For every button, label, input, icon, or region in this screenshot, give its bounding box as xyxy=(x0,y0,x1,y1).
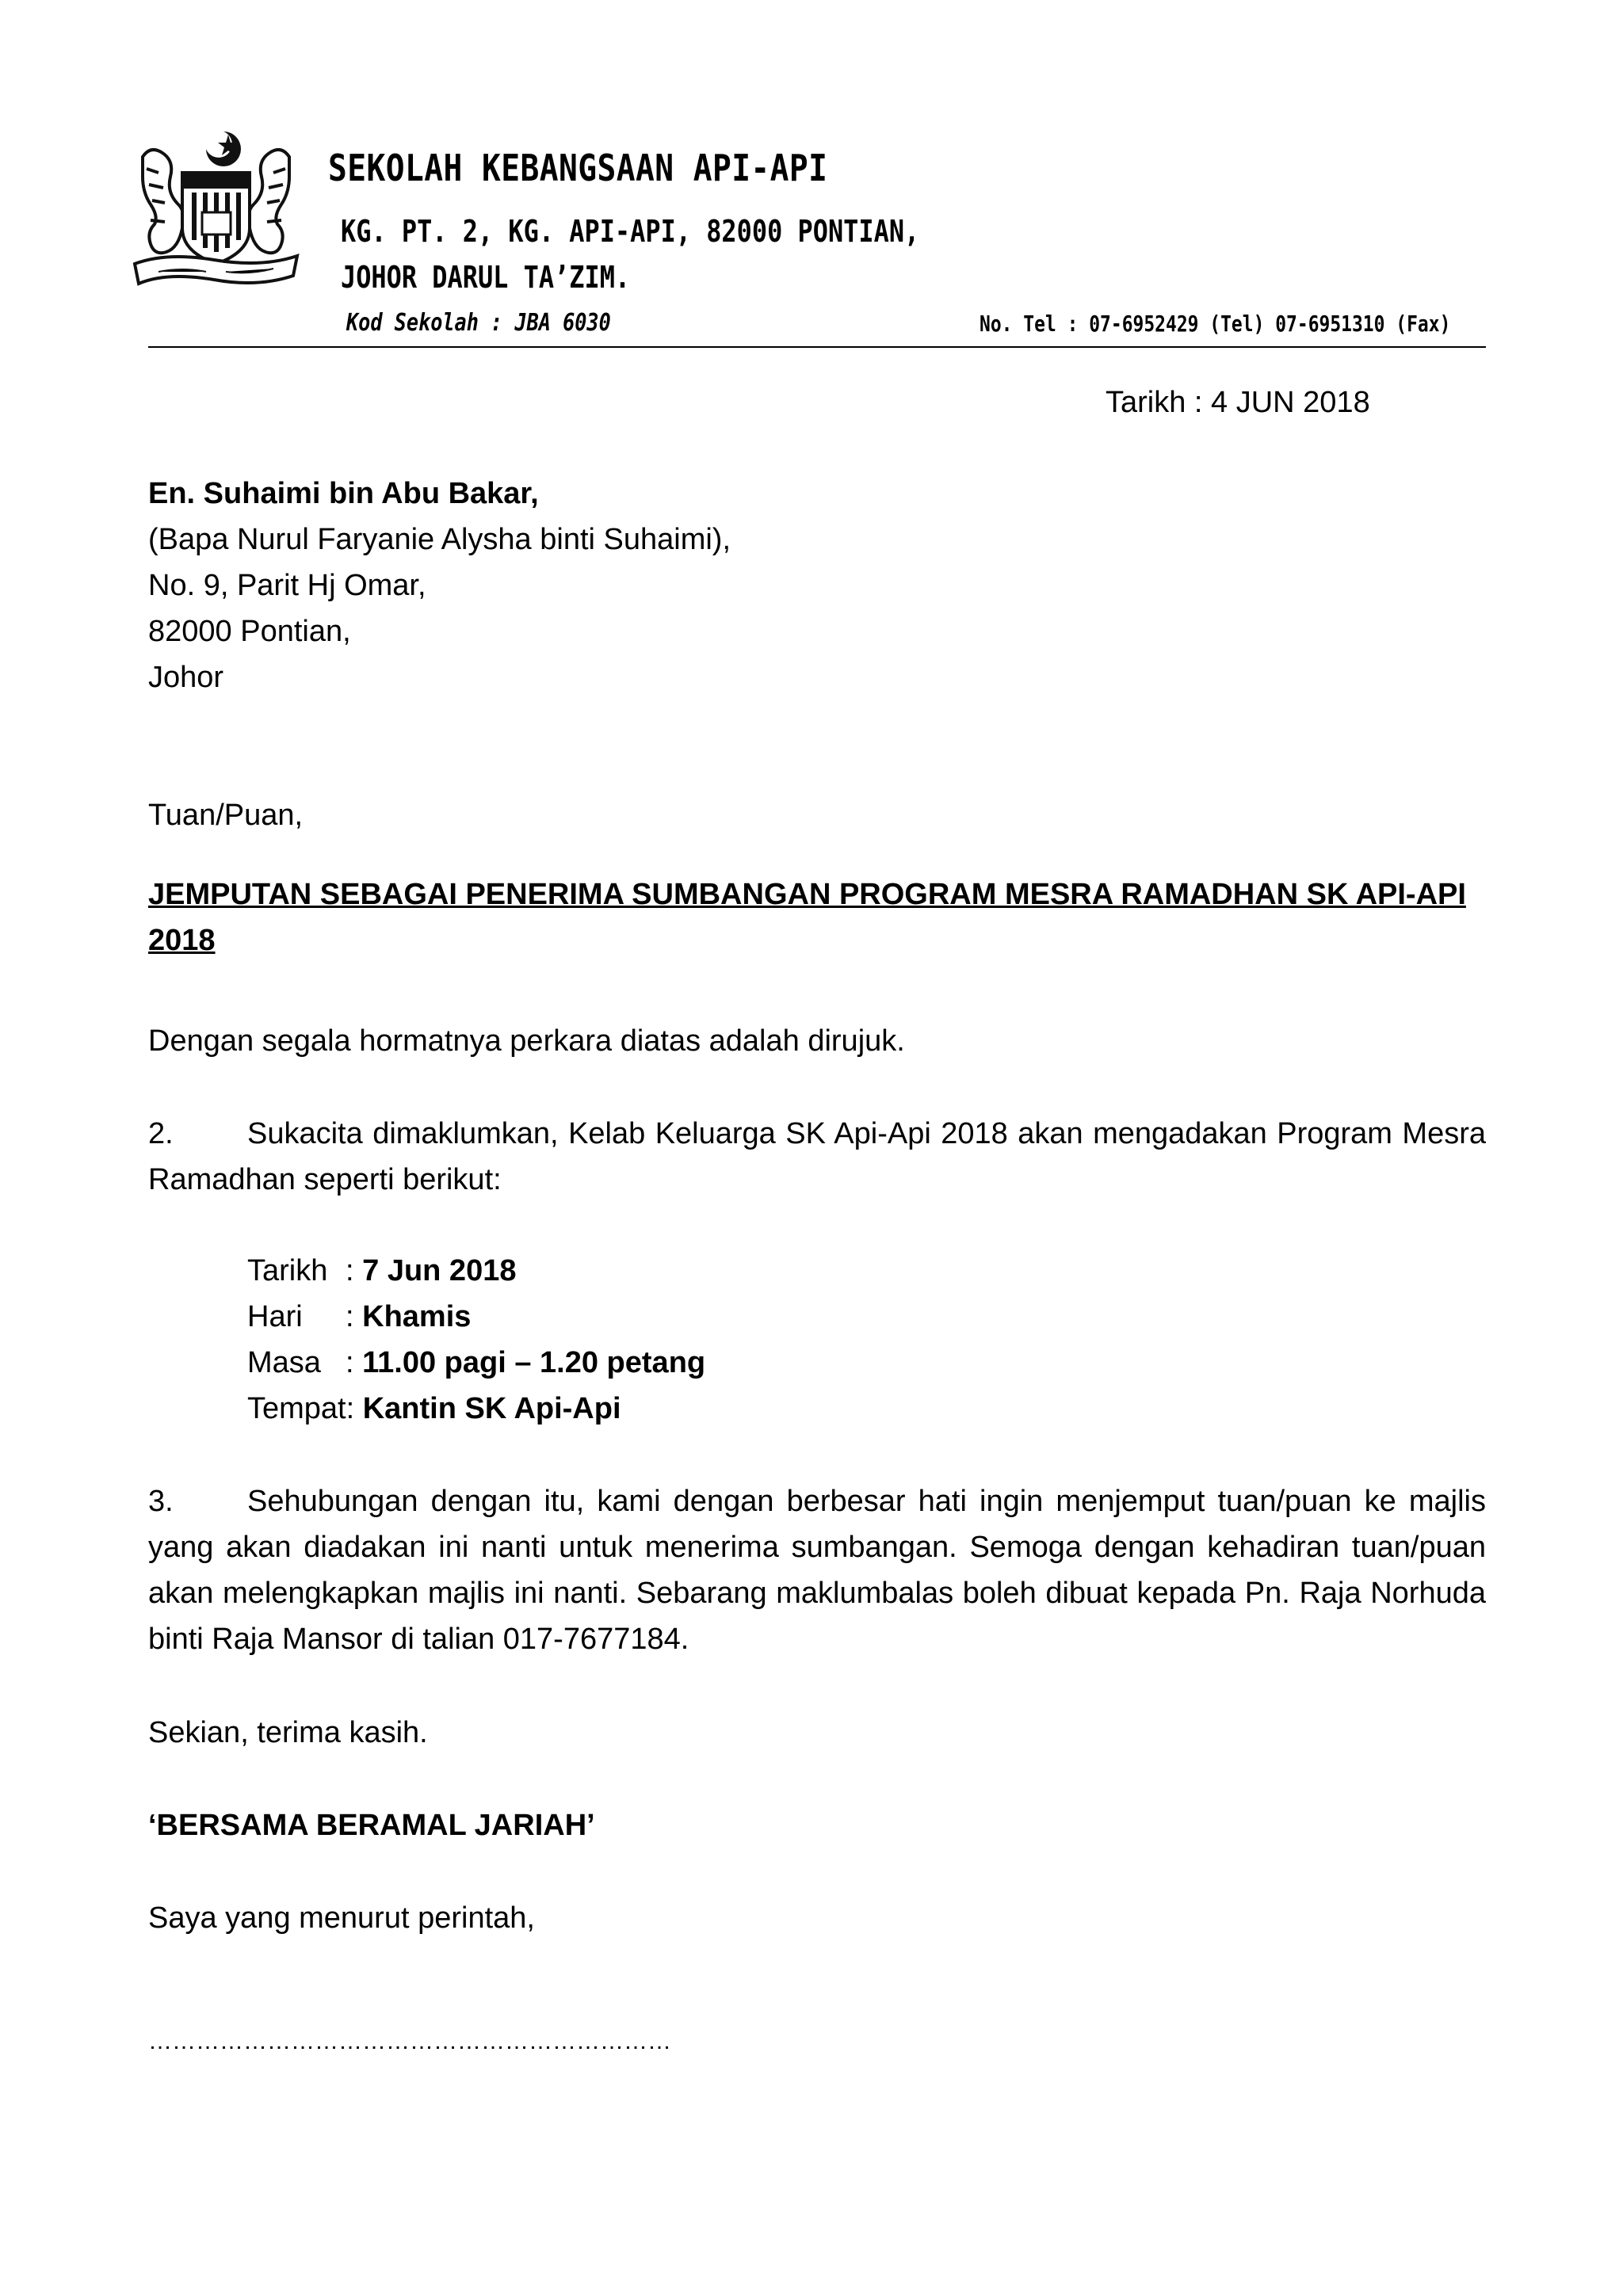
recipient-line: No. 9, Parit Hj Omar, xyxy=(148,569,426,602)
school-code: Kod Sekolah : JBA 6030 xyxy=(346,309,611,337)
paragraph-number: 2. xyxy=(148,1117,174,1150)
detail-value: Kantin SK Api-Api xyxy=(362,1392,621,1425)
detail-row-day: Hari : Khamis xyxy=(247,1294,705,1340)
school-address-line1: KG. PT. 2, KG. API-API, 82000 PONTIAN, xyxy=(341,214,920,249)
recipient-line: 82000 Pontian, xyxy=(148,615,351,648)
letter-subject: JEMPUTAN SEBAGAI PENERIMA SUMBANGAN PROGRAM MESRA RAMADHAN SK API-API 2018 xyxy=(148,878,1466,957)
detail-label: Tempat: xyxy=(247,1392,355,1425)
motto: ‘BERSAMA BERAMAL JARIAH’ xyxy=(148,1809,595,1842)
signature-line: ………………………………………………………… xyxy=(148,2028,671,2054)
letter-date: Tarikh : 4 JUN 2018 xyxy=(1106,386,1370,419)
recipient-line: Johor xyxy=(148,661,224,694)
recipient-address xyxy=(148,471,731,700)
recipient-name: En. Suhaimi bin Abu Bakar, xyxy=(148,477,539,510)
detail-value: 7 Jun 2018 xyxy=(362,1254,517,1287)
paragraph-3 xyxy=(148,1478,1486,1662)
malaysia-coat-of-arms-icon xyxy=(127,125,305,296)
detail-value: 11.00 pagi – 1.20 petang xyxy=(362,1346,706,1379)
detail-row-place xyxy=(247,1386,705,1432)
detail-label: Tarikh xyxy=(247,1254,328,1287)
event-details xyxy=(247,1248,705,1432)
recipient-line: (Bapa Nurul Faryanie Alysha binti Suhaimi), xyxy=(148,523,731,556)
closing-remark: Sekian, terima kasih. xyxy=(148,1716,428,1749)
detail-value: Khamis xyxy=(362,1300,472,1333)
paragraph-1: Dengan segala hormatnya perkara diatas adalah dirujuk. xyxy=(148,1024,905,1058)
school-name: SEKOLAH KEBANGSAAN API-API xyxy=(328,147,828,189)
sign-off: Saya yang menurut perintah, xyxy=(148,1901,535,1935)
paragraph-text: Sukacita dimaklumkan, Kelab Keluarga SK Api-Api 2018 akan mengadakan Program Mesra Ramadhan seperti berikut: xyxy=(148,1117,1486,1196)
paragraph-2 xyxy=(148,1111,1486,1203)
school-address-line2: JOHOR DARUL TA’ZIM. xyxy=(341,260,631,295)
school-phone: No. Tel : 07-6952429 (Tel) 07-6951310 (Fax) xyxy=(980,311,1451,337)
detail-label: Masa xyxy=(247,1346,321,1379)
detail-label: Hari xyxy=(247,1300,303,1333)
detail-row-date: Tarikh : 7 Jun 2018 xyxy=(247,1248,705,1294)
letterhead-divider xyxy=(148,346,1486,348)
detail-row-time: Masa : 11.00 pagi – 1.20 petang xyxy=(247,1340,705,1386)
paragraph-number: 3. xyxy=(148,1485,174,1518)
paragraph-text: Sehubungan dengan itu, kami dengan berbesar hati ingin menjemput tuan/puan ke majlis yang akan diadakan ini nanti untuk menerima sumbangan. Semoga dengan kehadiran tuan/puan akan melengkapkan majlis ini nanti. Sebarang maklumbalas boleh dibuat kepada Pn. Raja Norhuda binti Raja Mansor di talian 017-7677184. xyxy=(148,1485,1486,1656)
salutation: Tuan/Puan, xyxy=(148,799,304,832)
